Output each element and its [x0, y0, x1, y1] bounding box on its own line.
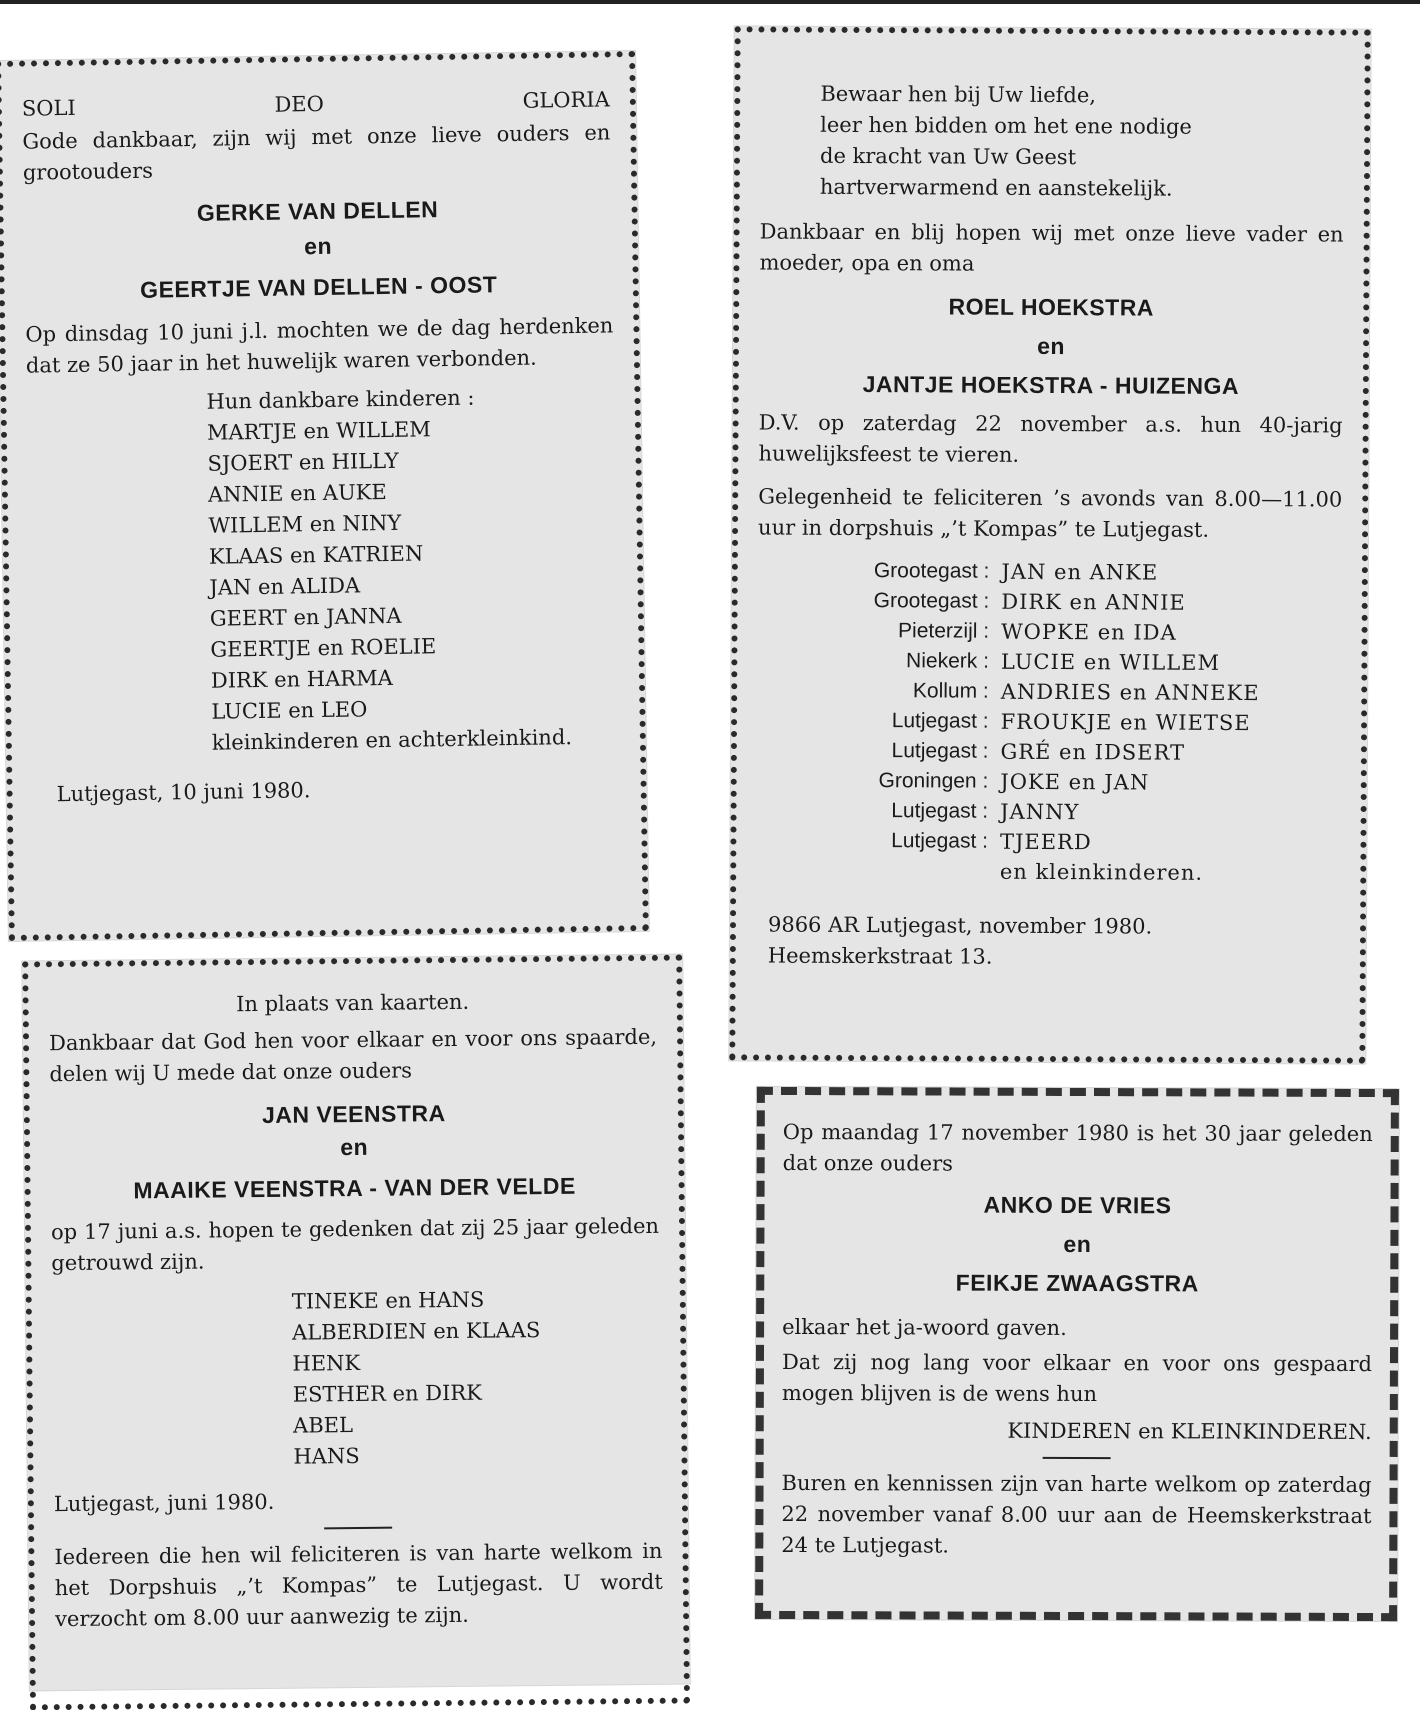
children-list	[26, 380, 620, 761]
child-couple: ABEL	[292, 1413, 354, 1438]
child-couple: HANS	[293, 1443, 360, 1469]
family-names: GRÉ en IDSERT	[1000, 739, 1186, 765]
announcement-veenstra	[22, 955, 690, 1691]
family-row	[869, 796, 1263, 828]
motto	[22, 87, 610, 120]
family-names: DIRK en ANNIE	[1001, 589, 1186, 615]
body-text: D.V. op zaterdag 22 november a.s. hun 40-jarig huwelijksfeest te vieren.	[758, 410, 1343, 467]
heading: In plaats van kaarten.	[236, 989, 470, 1017]
family-place: Kollum :	[912, 679, 989, 703]
divider	[324, 1527, 392, 1530]
grandchildren-line: kleinkinderen en achterkleinkind.	[211, 725, 573, 755]
family-names: JAN en ANKE	[1001, 559, 1159, 585]
family-place: Grootegast :	[873, 589, 990, 613]
child-couple: GEERT en JANNA	[209, 603, 402, 631]
family-place: Groningen :	[878, 769, 989, 793]
scan-top-edge	[0, 0, 1420, 4]
motto-word: DEO	[274, 91, 325, 117]
children-list	[52, 1283, 662, 1475]
family-row	[870, 586, 1264, 618]
family-row	[868, 856, 1262, 888]
child-couple: ALBERDIEN en KLAAS	[291, 1318, 541, 1345]
child-couple: TINEKE en HANS	[291, 1287, 485, 1314]
address: Heemskerkstraat 13.	[767, 943, 993, 969]
announcement-hoekstra	[729, 26, 1370, 1063]
family-row	[870, 556, 1264, 588]
name-1: ANKO DE VRIES	[983, 1191, 1172, 1219]
body-text: Op dinsdag 10 juni j.l. mochten we de dag herdenken dat ze 50 jaar in het huwelijk waren verbonden.	[25, 313, 614, 378]
body-text: elkaar het ja-woord gaven.	[782, 1314, 1067, 1340]
conjunction: en	[303, 232, 333, 260]
intro-text: Dankbaar dat God hen voor elkaar en voor ons spaarde, delen wij U mede dat onze ouders	[48, 1024, 658, 1087]
child-couple: DIRK en HARMA	[210, 665, 393, 693]
invite-text: Iedereen die hen wil feliciteren is van harte welkom in het Dorpshuis „’t Kompas” te Lutjegast. U wordt verzocht om 8.00 uur aanwezig te zijn.	[54, 1538, 663, 1632]
name-2: GEERTJE VAN DELLEN - OOST	[139, 271, 498, 303]
child-couple: ESTHER en DIRK	[292, 1380, 482, 1407]
invite-text: Gelegenheid te feliciteren ’s avonds van 8.00—11.00 uur in dorpshuis „’t Kompas” te Lutjegast.	[758, 484, 1343, 542]
name-1: ROEL HOEKSTRA	[948, 293, 1155, 321]
family-place: Lutjegast :	[891, 739, 989, 763]
invite-text: Buren en kennissen zijn van harte welkom op zaterdag 22 november vanaf 8.00 uur aan de Heemskerkstraat 24 te Lutjegast.	[781, 1470, 1372, 1558]
motto-word: GLORIA	[522, 87, 610, 113]
child-couple: MARTJE en WILLEM	[206, 417, 431, 445]
name-2: JANTJE HOEKSTRA - HUIZENGA	[862, 371, 1240, 399]
intro-text: Op maandag 17 november 1980 is het 30 jaar geleden dat onze ouders	[782, 1119, 1373, 1176]
child-couple: HENK	[292, 1350, 361, 1376]
child-couple: ANNIE en AUKE	[207, 479, 387, 507]
family-place: Niekerk :	[906, 649, 990, 673]
child-couple: LUCIE en LEO	[211, 697, 368, 724]
family-row	[869, 646, 1263, 678]
place-date: Lutjegast, juni 1980.	[53, 1489, 275, 1517]
family-list	[868, 556, 1264, 888]
signature: KINDEREN en KLEINKINDEREN.	[1007, 1418, 1372, 1445]
children-heading: Hun dankbare kinderen :	[206, 385, 475, 414]
poem-line: leer hen bidden om het ene nodige	[820, 112, 1192, 139]
announcement-de-vries	[755, 1087, 1399, 1621]
intro-text: Dankbaar en blij hopen wij met onze lieve vader en moeder, opa en oma	[759, 219, 1344, 276]
place-date: Lutjegast, 10 juni 1980.	[56, 778, 311, 807]
announcement-van-dellen	[0, 51, 649, 941]
poem	[760, 78, 1345, 205]
family-place: Grootegast :	[873, 559, 990, 583]
family-row	[869, 766, 1263, 798]
name-2: MAAIKE VEENSTRA - VAN DER VELDE	[133, 1172, 576, 1204]
family-names: WOPKE en IDA	[1001, 619, 1177, 645]
child-couple: GEERTJE en ROELIE	[210, 634, 437, 662]
intro-text: Gode dankbaar, zijn wij met onze lieve ouders en grootouders	[22, 120, 611, 185]
family-place: Lutjegast :	[891, 829, 989, 853]
child-couple: WILLEM en NINY	[208, 510, 402, 538]
name-1: JAN VEENSTRA	[261, 1100, 446, 1128]
name-2: FEIKJE ZWAAGSTRA	[955, 1269, 1199, 1297]
grandchildren-line: en kleinkinderen.	[999, 859, 1204, 885]
family-names: ANDRIES en ANNEKE	[1000, 679, 1260, 706]
family-row	[869, 706, 1263, 738]
body-text: op 17 juni a.s. hopen te gedenken dat zij 25 jaar geleden getrouwd zijn.	[50, 1213, 660, 1276]
conjunction: en	[340, 1133, 369, 1161]
family-names: TJEERD	[999, 829, 1092, 855]
poem-line: de kracht van Uw Geest	[819, 143, 1077, 170]
conjunction: en	[1063, 1230, 1092, 1258]
family-row	[868, 826, 1262, 858]
place-date: 9866 AR Lutjegast, november 1980.	[767, 912, 1153, 939]
child-couple: JAN en ALIDA	[209, 573, 361, 600]
family-place: Lutjegast :	[891, 799, 989, 823]
conjunction: en	[1037, 332, 1066, 360]
poem-line: hartverwarmend en aanstekelijk.	[819, 174, 1173, 201]
name-1: GERKE VAN DELLEN	[196, 196, 439, 226]
wish-text: Dat zij nog lang voor elkaar en voor ons gespaard mogen blijven is de wens hun	[781, 1349, 1373, 1407]
poem-line: Bewaar hen bij Uw liefde,	[820, 81, 1097, 108]
family-place: Lutjegast :	[891, 709, 989, 733]
divider	[1043, 1457, 1111, 1459]
motto-word: SOLI	[21, 95, 76, 121]
family-names: LUCIE en WILLEM	[1000, 649, 1221, 675]
family-row	[869, 676, 1263, 708]
child-couple: SJOERT en HILLY	[207, 448, 399, 476]
family-names: JOKE en JAN	[1000, 769, 1150, 795]
child-couple: KLAAS en KATRIEN	[208, 541, 424, 569]
family-row	[869, 616, 1263, 648]
family-names: JANNY	[1000, 799, 1080, 825]
family-names: FROUKJE en WIETSE	[1000, 709, 1251, 736]
family-place: Pieterzijl :	[898, 619, 990, 643]
family-row	[869, 736, 1263, 768]
